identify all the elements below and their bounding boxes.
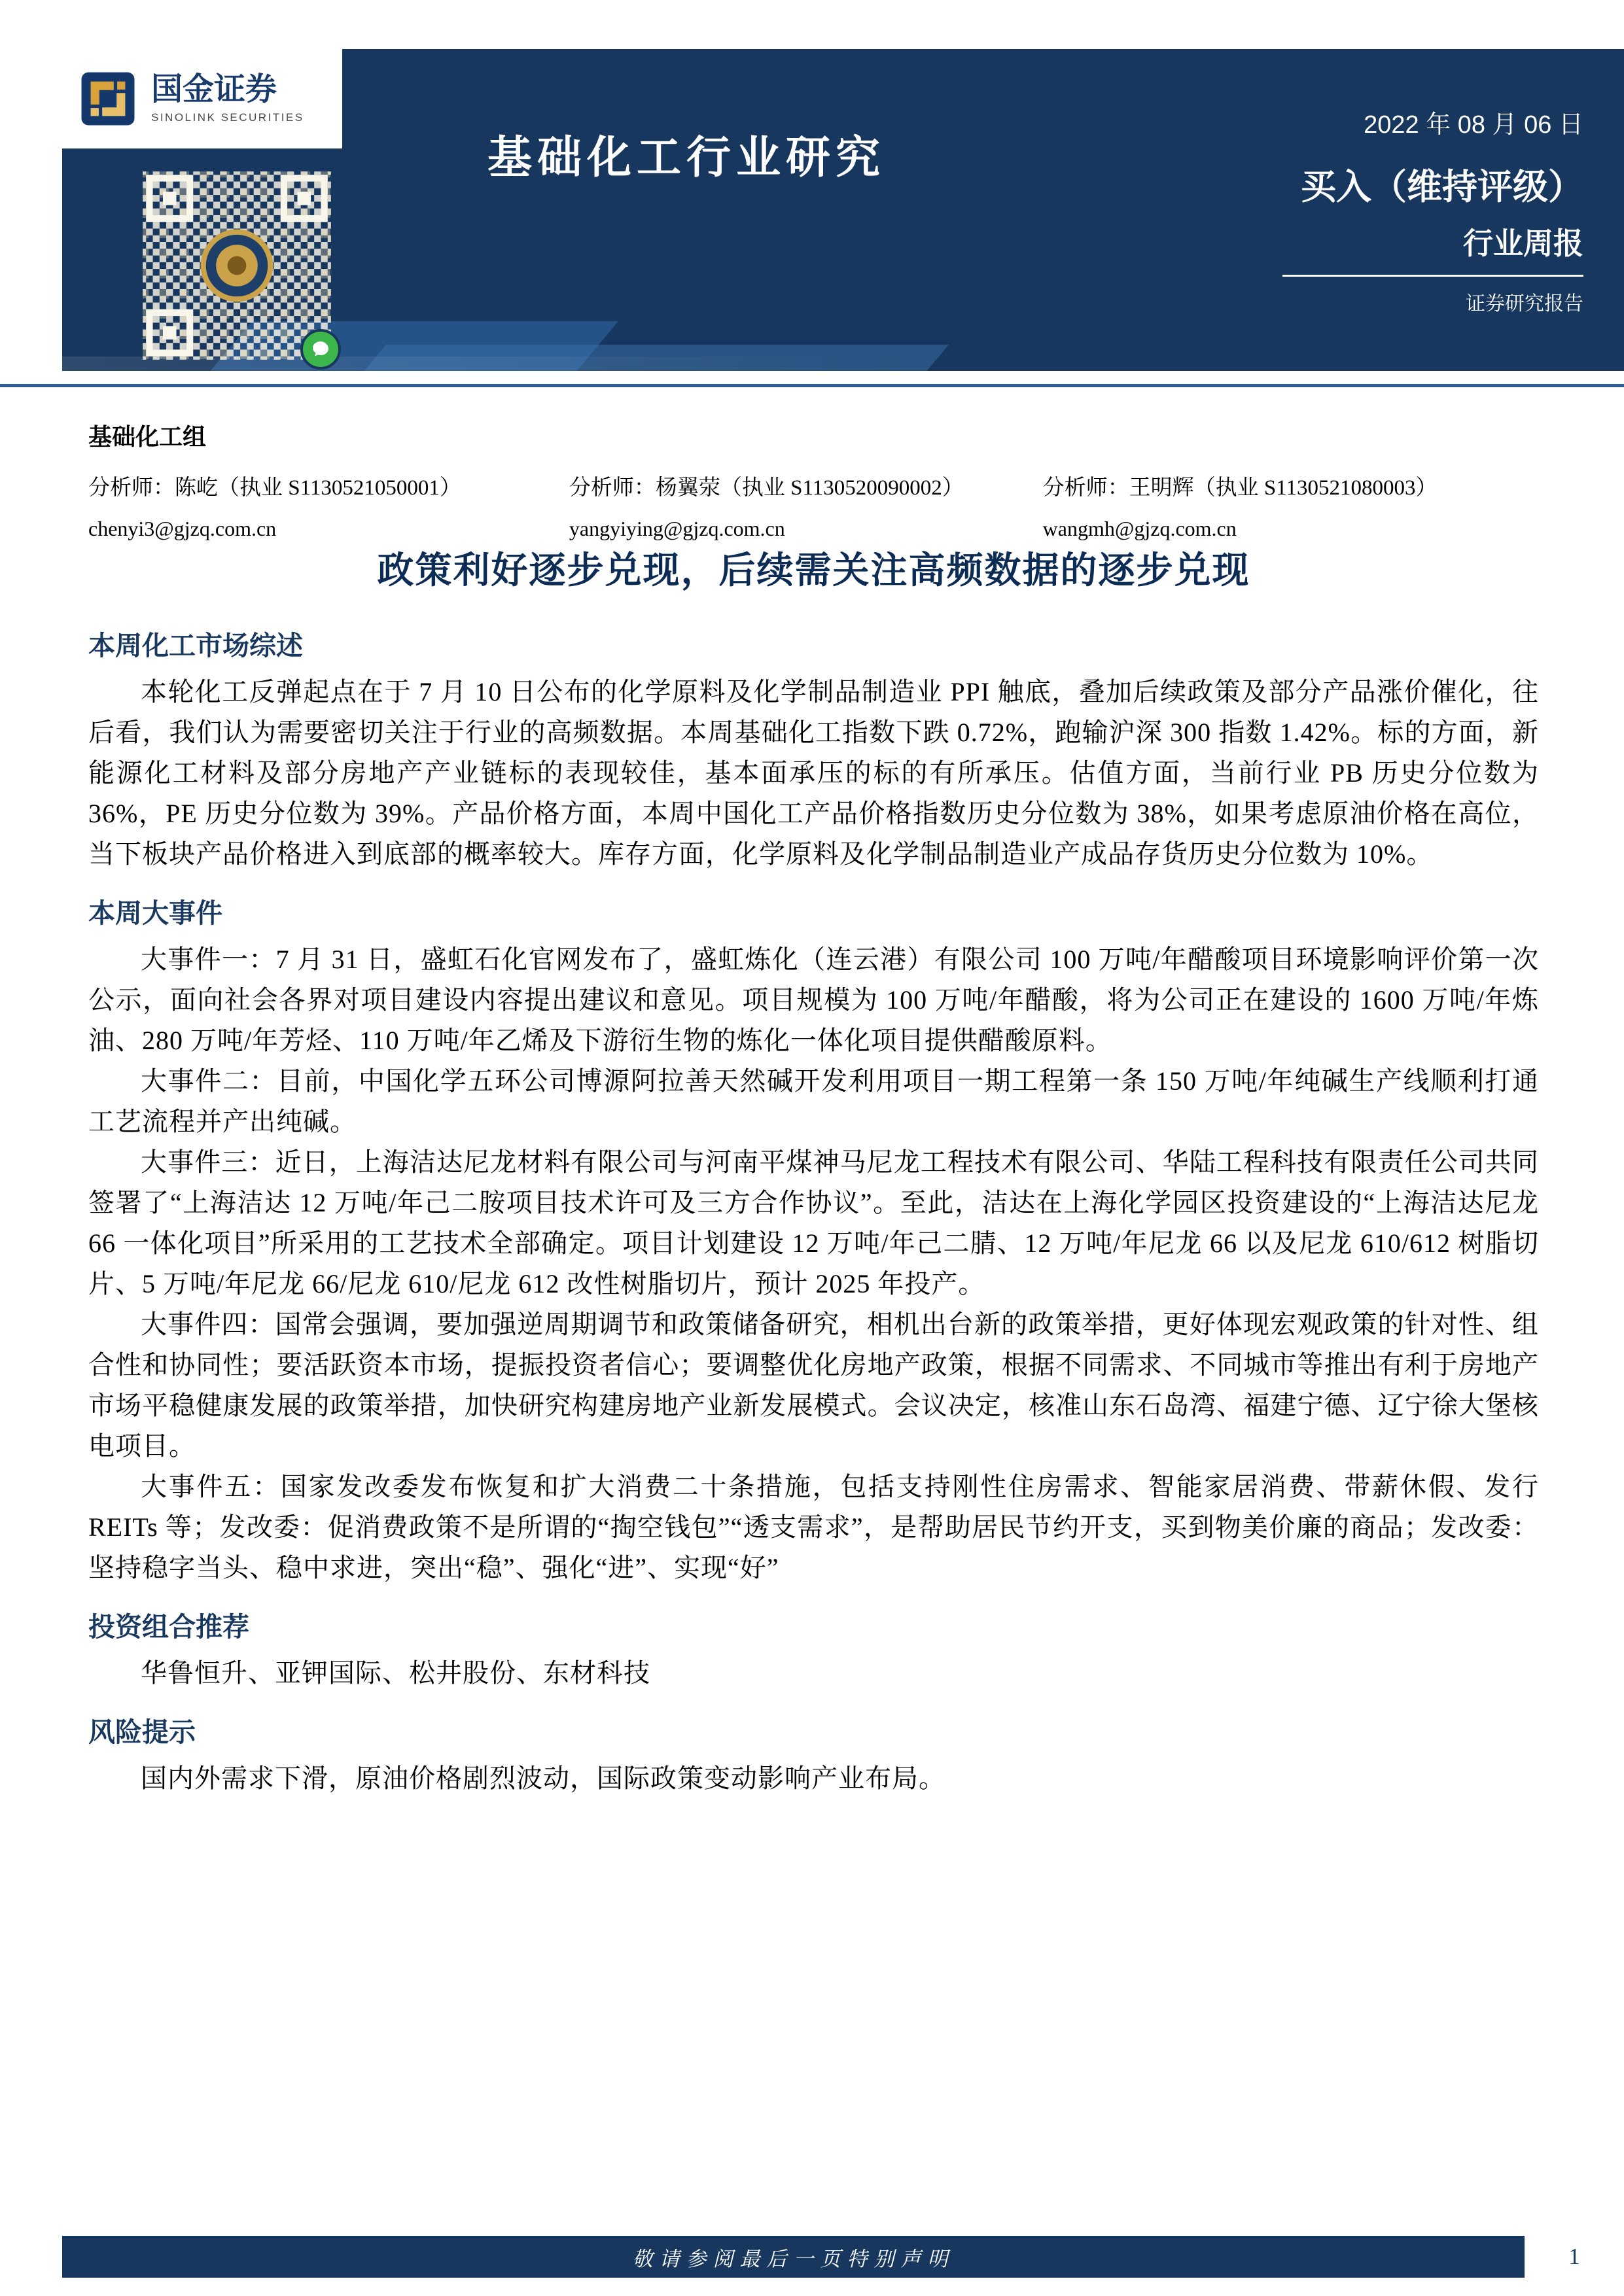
analyst-name: 分析师：陈屹（执业 S1130521050001） (88, 476, 461, 500)
analyst-card (88, 470, 569, 541)
logo-box (62, 49, 342, 148)
analyst-email-link[interactable]: yangyiying@gjzq.com.cn (569, 517, 785, 540)
wechat-badge-icon (300, 329, 341, 370)
analyst-row (88, 470, 1545, 541)
analyst-block (88, 419, 1545, 541)
analyst-card (1043, 470, 1545, 541)
qr-code-icon (139, 168, 334, 363)
paragraph-risk: 国内外需求下滑，原油价格剧烈波动，国际政策变动影响产业布局。 (141, 1764, 945, 1793)
article-body (88, 542, 1539, 1799)
section-heading-portfolio: 投资组合推荐 (88, 1612, 249, 1642)
header-divider (0, 384, 1624, 387)
section-heading-weekly-events: 本周大事件 (88, 898, 222, 928)
page-number: 1 (1568, 2244, 1580, 2269)
logo-text (151, 73, 304, 124)
article-title: 政策利好逐步兑现，后续需关注高频数据的逐步兑现 (377, 549, 1250, 591)
paragraph-event-5: 大事件五：国家发改委发布恢复和扩大消费二十条措施，包括支持刚性住房需求、智能家居消费、带薪休假、发行 REITs 等；发改委：促消费政策不是所谓的“掏空钱包”“透支需求”，是帮助居民节约开支，买到物美价廉的商品；发改委：坚持稳字当头、稳中求进，突出“稳”、强化“进”、实现“好” (88, 1472, 1539, 1582)
paragraph-event-3: 大事件三：近日，上海洁达尼龙材料有限公司与河南平煤神马尼龙工程技术有限公司、华陆工程科技有限责任公司共同签署了“上海洁达 12 万吨/年己二胺项目技术许可及三方合作协议”。至此，洁达在上海化学园区投资建设的“上海洁达尼龙 66 一体化项目”所采用的工艺技术全部确定。项目计划建设 12 万吨/年己二腈、12 万吨/年尼龙 66 以及尼龙 610/612 树脂切片、5 万吨/年尼龙 66/尼龙 610/尼龙 612 改性树脂切片，预计 2025 年投产。 (88, 1147, 1539, 1298)
rating-block (1282, 159, 1583, 316)
analyst-name: 分析师：杨翼荥（执业 S1130520090002） (569, 476, 964, 500)
report-category-label: 证券研究报告 (1282, 275, 1583, 316)
paragraph-market-summary: 本轮化工反弹起点在于 7 月 10 日公布的化学原料及化学制品制造业 PPI 触底，叠加后续政策及部分产品涨价催化，往后看，我们认为需要密切关注于行业的高频数据。本周基础化工指数下跌 0.72%，跑输沪深 300 指数 1.42%。标的方面，新能源化工材料及部分房地产产业链标的表现较佳，基本面承压的标的有所承压。估值方面，当前行业 PB 历史分位数为 36%，PE 历史分位数为 39%。产品价格方面，本周中国化工产品价格指数历史分位数为 38%，如果考虑原油价格在高位，当下板块产品价格进入到底部的概率较大。库存方面，化学原料及化学制品制造业产成品存货历史分位数为 10%。 (88, 677, 1539, 869)
analyst-email-link[interactable]: chenyi3@gjzq.com.cn (88, 517, 277, 540)
logo-company-sub: SINOLINK SECURITIES (151, 111, 304, 124)
paragraph-portfolio: 华鲁恒升、亚钾国际、松井股份、东材科技 (141, 1658, 650, 1688)
report-date: 2022 年 08 月 06 日 (1364, 111, 1583, 139)
footer-disclaimer-bar (62, 2236, 1525, 2278)
report-header (62, 49, 1624, 371)
section-heading-market-summary: 本周化工市场综述 (88, 631, 303, 661)
page-footer (62, 2236, 1624, 2278)
paragraph-event-1: 大事件一：7 月 31 日，盛虹石化官网发布了，盛虹炼化（连云港）有限公司 100 万吨/年醋酸项目环境影响评价第一次公示，面向社会各界对项目建设内容提出建议和意见。项目规模为 100 万吨/年醋酸，将为公司正在建设的 1600 万吨/年炼油、280 万吨/年芳烃、110 万吨/年乙烯及下游衍生物的炼化一体化项目提供醋酸原料。 (88, 945, 1539, 1055)
section-heading-risk: 风险提示 (88, 1717, 196, 1747)
footer-disclaimer: 敬请参阅最后一页特别声明 (632, 2247, 955, 2270)
report-title: 基础化工行业研究 (487, 133, 886, 183)
report-type-label: 行业周报 (1463, 226, 1583, 260)
logo-company-name: 国金证券 (151, 72, 277, 107)
analyst-card (569, 470, 1043, 541)
paragraph-event-4: 大事件四：国常会强调，要加强逆周期调节和政策储备研究，相机出台新的政策举措，更好体现宏观政策的针对性、组合性和协同性；要活跃资本市场，提振投资者信心；要调整优化房地产政策，根据不同需求、不同城市等推出有利于房地产市场平稳健康发展的政策举措，加快研究构建房地产业新发展模式。会议决定，核准山东石岛湾、福建宁德、辽宁徐大堡核电项目。 (88, 1310, 1539, 1461)
analyst-name: 分析师：王明辉（执业 S1130521080003） (1042, 476, 1438, 500)
sinolink-logo-icon (79, 70, 137, 128)
analyst-email-link[interactable]: wangmh@gjzq.com.cn (1042, 517, 1237, 540)
analyst-group-title: 基础化工组 (88, 424, 207, 450)
paragraph-event-2: 大事件二：目前，中国化学五环公司博源阿拉善天然碱开发利用项目一期工程第一条 150 万吨/年纯碱生产线顺利打通工艺流程并产出纯碱。 (88, 1066, 1539, 1136)
rating-label: 买入（维持评级） (1301, 167, 1583, 207)
